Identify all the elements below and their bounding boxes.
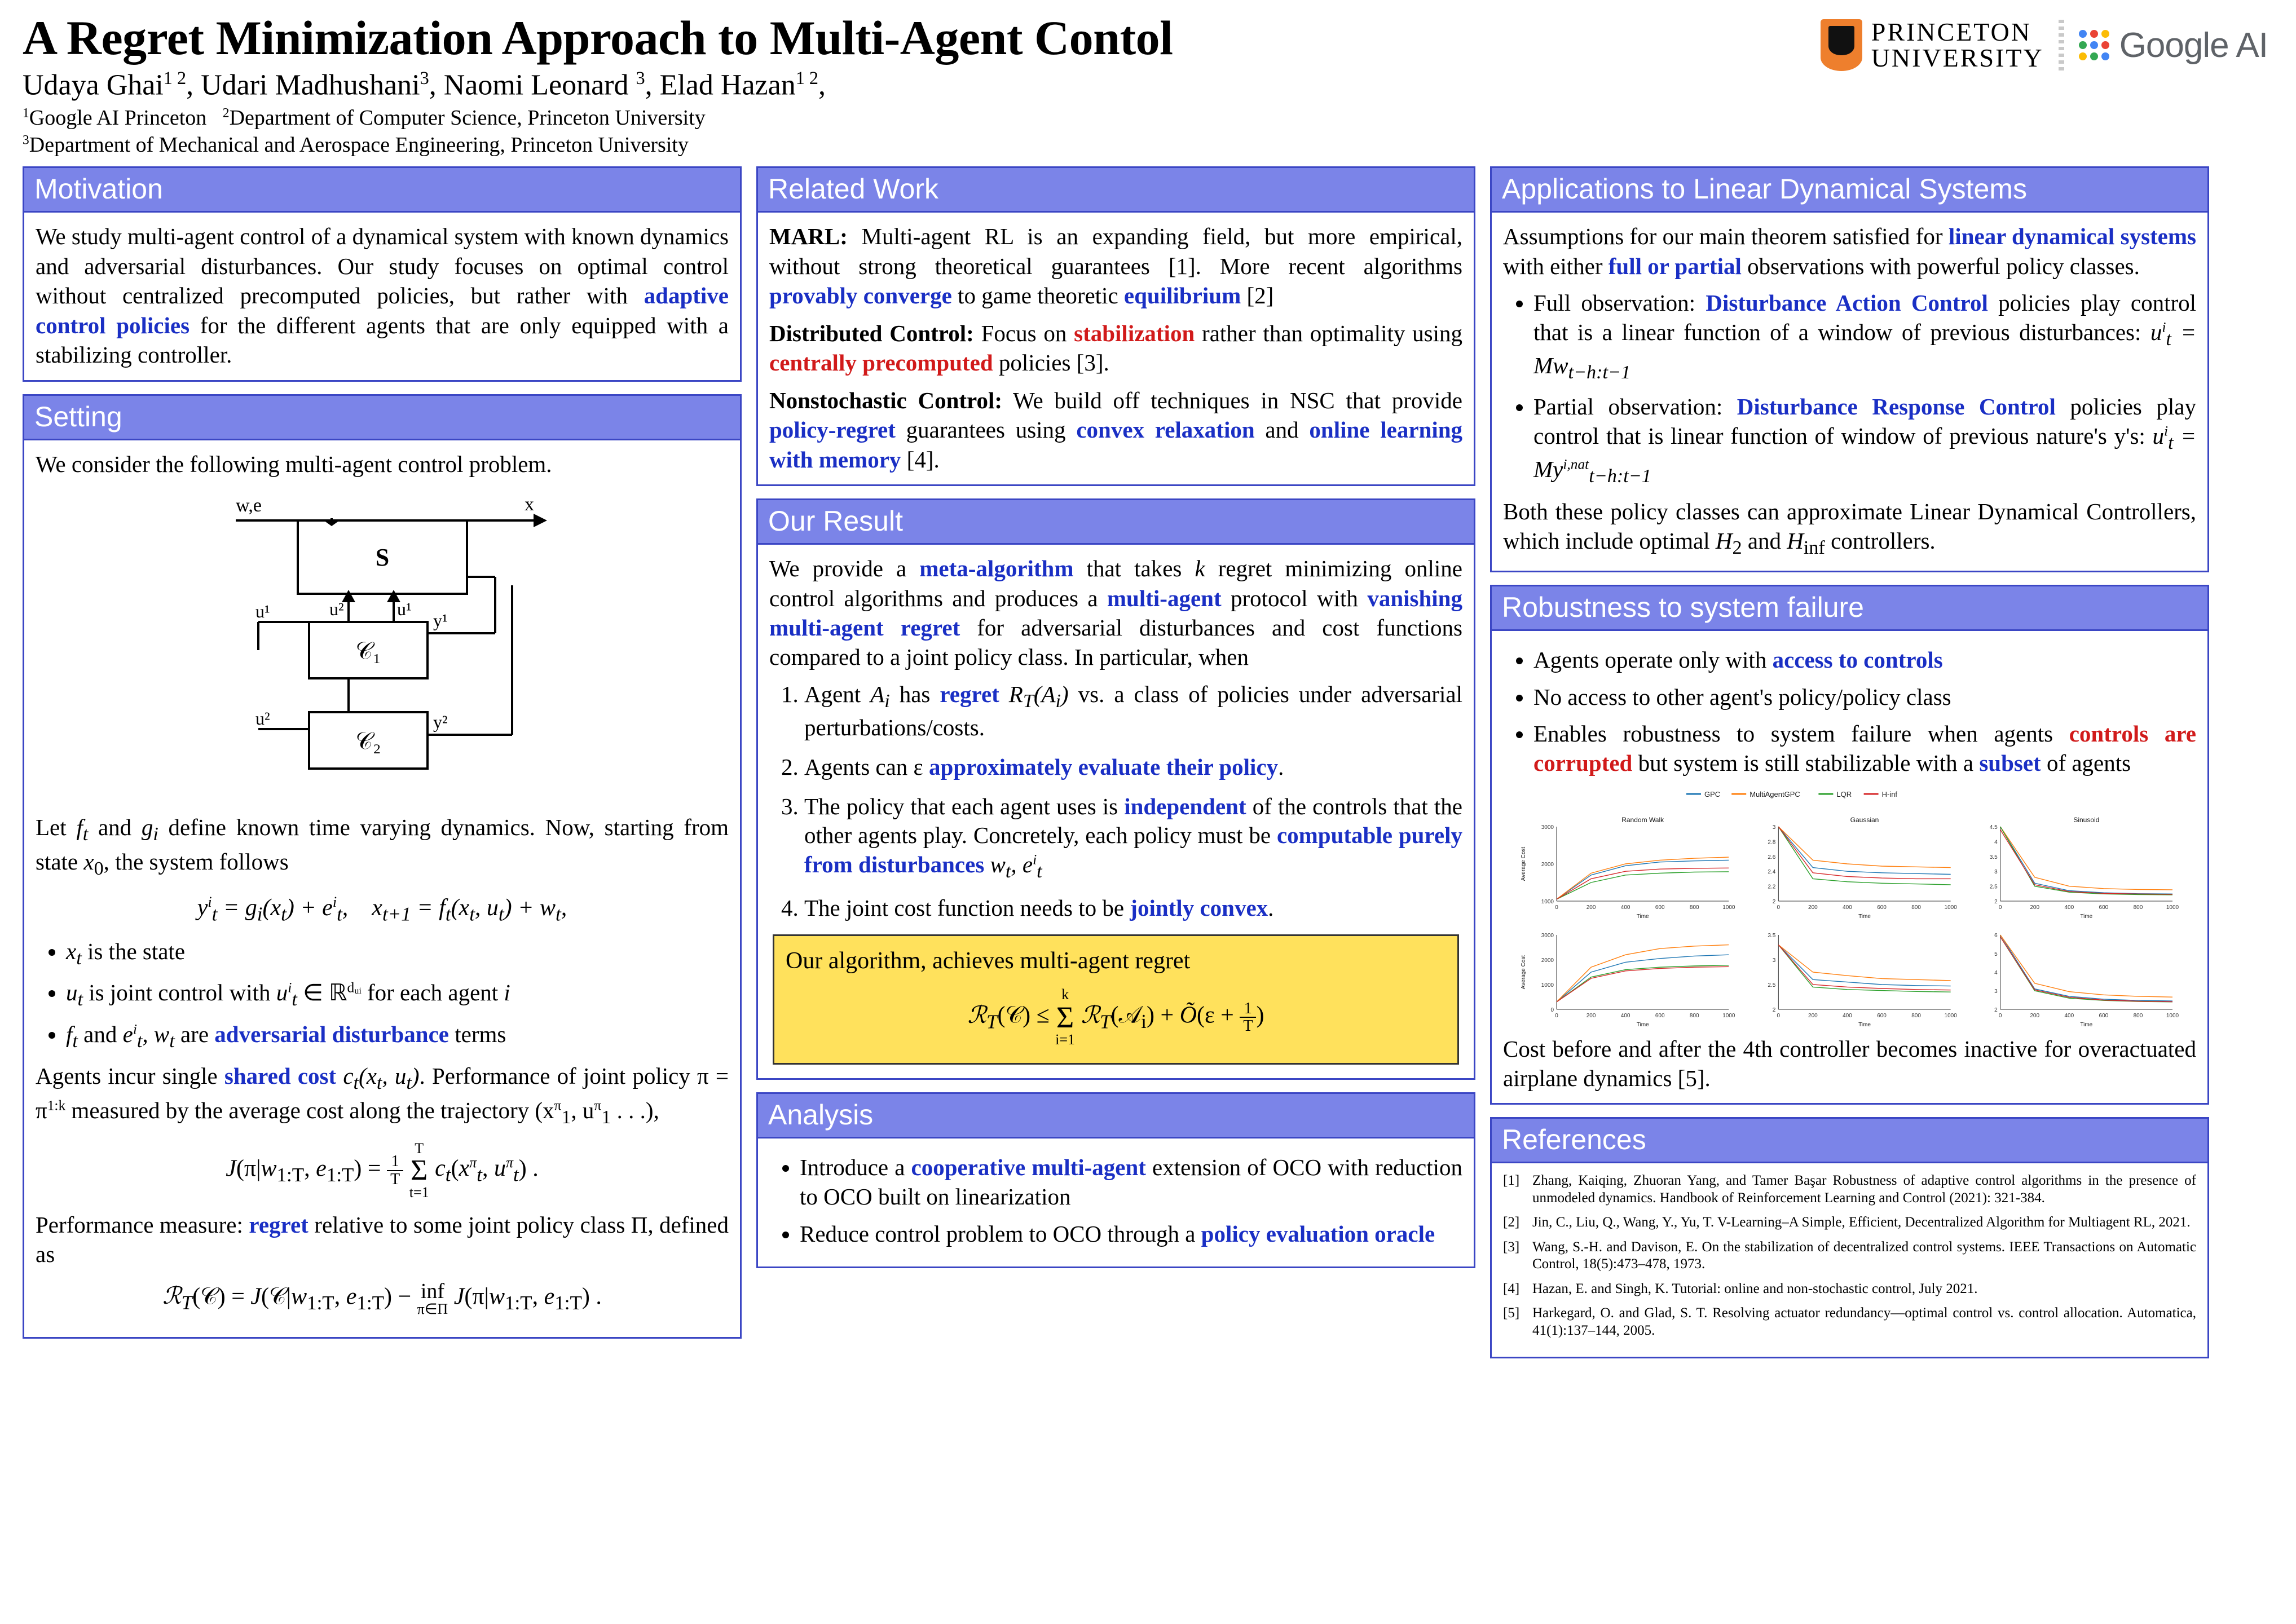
related-work-nonstochastic: Nonstochastic Control: We build off techniques in NSC that provide policy-regret guarantees using convex relaxation and online learning with memory [4]. bbox=[769, 387, 1463, 473]
svg-text:800: 800 bbox=[1911, 1012, 1921, 1019]
list-item bbox=[1503, 1214, 2196, 1232]
svg-text:Time: Time bbox=[2079, 1021, 2092, 1028]
svg-text:0: 0 bbox=[1777, 904, 1780, 911]
svg-text:2.2: 2.2 bbox=[1767, 884, 1775, 890]
svg-text:2000: 2000 bbox=[1541, 957, 1554, 964]
callout-algorithm-regret bbox=[773, 934, 1459, 1065]
column-left bbox=[23, 166, 742, 1338]
section-setting bbox=[23, 394, 742, 1339]
list-item: 2. Agents can ε approximately evaluate their policy. bbox=[804, 753, 1462, 782]
column-right bbox=[1490, 166, 2209, 1358]
svg-text:y¹: y¹ bbox=[433, 610, 448, 631]
list-item: • No access to other agent's policy/policy class bbox=[1533, 683, 2196, 712]
robustness-bullets bbox=[1503, 646, 2196, 778]
applications-bullets bbox=[1503, 289, 2196, 488]
svg-text:3.5: 3.5 bbox=[1989, 854, 1998, 860]
section-title-setting: Setting bbox=[24, 396, 740, 440]
experiment-charts bbox=[1503, 786, 2196, 1029]
related-work-body bbox=[758, 213, 1474, 484]
section-title-references: References bbox=[1492, 1119, 2207, 1163]
list-item bbox=[1503, 1281, 2196, 1298]
svg-text:1000: 1000 bbox=[1541, 898, 1554, 905]
our-result-intro: We provide a meta-algorithm that takes k regret minimizing online control algorithms and produces a multi-agent protocol with vanishing multi-agent regret for adversarial disturbances and cost functions compared to a joint policy class. In particular, when bbox=[769, 555, 1462, 670]
analysis-bullets bbox=[769, 1153, 1462, 1248]
svg-text:800: 800 bbox=[1911, 904, 1921, 911]
logo-divider bbox=[2059, 20, 2064, 70]
reference-number: [2] bbox=[1503, 1215, 1520, 1230]
svg-text:0: 0 bbox=[1550, 1007, 1554, 1013]
svg-text:600: 600 bbox=[1655, 904, 1665, 911]
setting-intro: We consider the following multi-agent control problem. bbox=[36, 451, 552, 477]
reference-text: Wang, S.-H. and Davison, E. On the stabilization of decentralized control systems. IEEE Transactions on Automatic Control, 18(5):473–478, 1973. bbox=[1532, 1239, 2196, 1272]
svg-text:𝒞₁: 𝒞₁ bbox=[355, 638, 381, 665]
svg-text:S: S bbox=[375, 544, 389, 572]
poster-columns bbox=[23, 166, 2273, 1358]
svg-text:w,e: w,e bbox=[235, 495, 262, 517]
svg-text:0: 0 bbox=[1777, 1012, 1780, 1019]
svg-text:1000: 1000 bbox=[2166, 1012, 2179, 1019]
svg-text:LQR: LQR bbox=[1836, 789, 1852, 798]
list-item: • $u_t$ is joint control with $u^i_t$ ∈ ℝ$^{dᵤᵢ}$ for each agent i bbox=[66, 978, 729, 1012]
section-robustness bbox=[1490, 585, 2209, 1105]
reference-number: [4] bbox=[1503, 1281, 1520, 1296]
svg-text:4.5: 4.5 bbox=[1989, 824, 1998, 831]
svg-text:5: 5 bbox=[1994, 951, 1998, 957]
setting-bullets bbox=[36, 937, 729, 1053]
svg-text:400: 400 bbox=[1842, 1012, 1852, 1019]
list-item: • Reduce control problem to OCO through a policy evaluation oracle bbox=[800, 1220, 1462, 1249]
list-item: • Full observation: Disturbance Action Control policies play control that is a linear function of a window of previous disturbances: $u^i_t = Mw_{t-h:t-1}$ bbox=[1533, 289, 2196, 385]
list-item bbox=[1503, 1239, 2196, 1273]
page-title: A Regret Minimization Approach to Multi-Agent Contol bbox=[23, 11, 1173, 65]
svg-text:3000: 3000 bbox=[1541, 824, 1554, 831]
svg-text:𝒞₂: 𝒞₂ bbox=[355, 729, 381, 755]
affiliation-line-2: $^3$Department of Mechanical and Aerospace Engineering, Princeton University bbox=[23, 133, 689, 157]
svg-text:Random Walk: Random Walk bbox=[1621, 815, 1664, 824]
list-item: • Introduce a cooperative multi-agent extension of OCO with reduction to OCO built on linearization bbox=[800, 1153, 1462, 1211]
setting-dynamics-text: Let $f_t$ and $g_i$ define known time varying dynamics. Now, starting from state $x_0$, the system follows bbox=[36, 814, 729, 880]
callout-equation: ℛ$_T$(𝒞) ≤ k Σ i=1 ℛ$_T$(𝒜$_i$) + Õ(ε + $\frac{1}{T}$ ) bbox=[967, 986, 1264, 1048]
svg-text:600: 600 bbox=[1876, 904, 1887, 911]
svg-text:Average Cost: Average Cost bbox=[1520, 846, 1527, 881]
svg-text:400: 400 bbox=[2064, 1012, 2074, 1019]
svg-text:1000: 1000 bbox=[1722, 904, 1735, 911]
svg-text:GPC: GPC bbox=[1704, 789, 1720, 798]
section-title-motivation: Motivation bbox=[24, 168, 740, 213]
svg-text:u¹: u¹ bbox=[255, 601, 270, 622]
svg-text:Time: Time bbox=[1858, 1021, 1871, 1028]
logo-group bbox=[1821, 19, 2268, 71]
svg-text:2.6: 2.6 bbox=[1767, 854, 1775, 860]
svg-text:2: 2 bbox=[1772, 898, 1775, 905]
svg-text:800: 800 bbox=[1689, 1012, 1699, 1019]
list-item bbox=[1503, 1172, 2196, 1207]
related-work-marl: MARL: Multi-agent RL is an expanding field, but more empirical, without strong theoretical guarantees [1]. More recent algorithms provably converge to game theoretic equilibrium [2] bbox=[769, 223, 1462, 309]
svg-text:2.8: 2.8 bbox=[1767, 839, 1775, 845]
svg-text:Time: Time bbox=[1858, 913, 1871, 920]
svg-text:200: 200 bbox=[2029, 1012, 2039, 1019]
svg-text:600: 600 bbox=[2099, 904, 2108, 911]
system-block-diagram bbox=[36, 487, 729, 802]
our-result-conditions bbox=[769, 680, 1462, 923]
section-related-work bbox=[756, 166, 1475, 486]
svg-text:3: 3 bbox=[1994, 868, 1998, 875]
related-work-distributed: Distributed Control: Focus on stabilization rather than optimality using centrally precomputed policies [3]. bbox=[769, 320, 1462, 376]
svg-text:1000: 1000 bbox=[1541, 982, 1554, 988]
svg-text:2: 2 bbox=[1994, 898, 1998, 905]
section-title-robustness: Robustness to system failure bbox=[1492, 586, 2207, 631]
list-item: • $x_t$ is the state bbox=[66, 937, 729, 970]
svg-text:2.5: 2.5 bbox=[1989, 884, 1998, 890]
svg-text:200: 200 bbox=[1586, 904, 1596, 911]
robustness-body bbox=[1492, 631, 2207, 1104]
column-middle bbox=[756, 166, 1475, 1268]
section-our-result bbox=[756, 498, 1475, 1080]
list-item: • Agents operate only with access to controls bbox=[1533, 646, 2196, 675]
svg-text:2: 2 bbox=[1772, 1007, 1775, 1013]
svg-text:4: 4 bbox=[1994, 839, 1998, 845]
list-item: • $f_t$ and $e^i_t$, $w_t$ are adversarial disturbance terms bbox=[66, 1020, 729, 1053]
svg-text:0: 0 bbox=[1554, 904, 1558, 911]
section-analysis bbox=[756, 1092, 1475, 1268]
svg-text:Time: Time bbox=[1636, 913, 1649, 920]
princeton-shield-icon bbox=[1821, 19, 1862, 71]
section-motivation bbox=[23, 166, 742, 381]
svg-text:200: 200 bbox=[1808, 1012, 1818, 1019]
google-ai-logo bbox=[2079, 25, 2268, 65]
list-item bbox=[1503, 1305, 2196, 1339]
equation-regret: ℛ$_T$(𝒞) = $J(𝒞|w_{1:T}$, $e_{1:T}$) − inf π∈Π $J(\pi|w_{1:T}$, $e_{1:T}$) . bbox=[162, 1279, 602, 1317]
reference-number: [5] bbox=[1503, 1305, 1520, 1321]
equation-average-cost: $J(\pi|w_{1:T}$, $e_{1:T}$) = $\frac{1}{T}$ T Σ t=1 $c_t(x^\pi_t$, $u^\pi_t$) . bbox=[226, 1140, 539, 1201]
svg-text:2: 2 bbox=[1994, 1007, 1998, 1013]
svg-text:Sinusoid: Sinusoid bbox=[2073, 815, 2099, 824]
svg-text:Gaussian: Gaussian bbox=[1850, 815, 1879, 824]
svg-text:3: 3 bbox=[1994, 988, 1998, 995]
list-item: 4. The joint cost function needs to be jointly convex. bbox=[804, 894, 1462, 923]
list-item: • Enables robustness to system failure when agents controls are corrupted but system is still stabilizable with a subset of agents bbox=[1533, 720, 2196, 778]
svg-text:x: x bbox=[524, 494, 534, 515]
svg-text:1000: 1000 bbox=[2166, 904, 2179, 911]
svg-text:200: 200 bbox=[1586, 1012, 1596, 1019]
svg-text:u²: u² bbox=[255, 708, 270, 729]
applications-intro: Assumptions for our main theorem satisfied for linear dynamical systems with either full or partial observations with powerful policy classes. bbox=[1503, 223, 2196, 279]
svg-text:0: 0 bbox=[1998, 904, 2002, 911]
reference-text: Jin, C., Liu, Q., Wang, Y., Yu, T. V-Learning–A Simple, Efficient, Decentralized Algorithm for Multiagent RL, 2021. bbox=[1532, 1215, 2191, 1230]
svg-text:H-inf: H-inf bbox=[1881, 789, 1897, 798]
svg-text:u²: u² bbox=[329, 599, 344, 620]
svg-text:1000: 1000 bbox=[1944, 1012, 1957, 1019]
equation-dynamics: $y^i_t = g_i(x_t) + e^i_t$, $x_{t+1} = f_t(x_t$, $u_t) + w_t$, bbox=[197, 893, 567, 925]
motivation-body bbox=[24, 213, 740, 379]
svg-text:0: 0 bbox=[1998, 1012, 2002, 1019]
svg-text:400: 400 bbox=[1842, 904, 1852, 911]
svg-text:3.5: 3.5 bbox=[1767, 932, 1775, 939]
google-ai-wordmark: Google AI bbox=[2119, 25, 2268, 65]
reference-number: [3] bbox=[1503, 1239, 1520, 1255]
svg-text:3: 3 bbox=[1772, 957, 1775, 964]
svg-text:2.4: 2.4 bbox=[1767, 868, 1775, 875]
svg-text:2000: 2000 bbox=[1541, 861, 1554, 868]
section-references bbox=[1490, 1117, 2209, 1358]
svg-text:MultiAgentGPC: MultiAgentGPC bbox=[1749, 789, 1800, 798]
svg-text:y²: y² bbox=[433, 712, 448, 732]
setting-body bbox=[24, 440, 740, 1337]
section-applications bbox=[1490, 166, 2209, 572]
setting-perf-text: Performance measure: regret relative to some joint policy class Π, defined as bbox=[36, 1211, 729, 1268]
motivation-text: We study multi-agent control of a dynamical system with known dynamics and adversarial disturbances. Our study focuses on optimal control without centralized precomputed policies, but rather with adaptive control policies for the different agents that are only equipped with a stabilizing controller. bbox=[36, 223, 729, 368]
princeton-wordmark-line2: UNIVERSITY bbox=[1871, 43, 2044, 72]
references-body bbox=[1492, 1163, 2207, 1357]
reference-text: Hazan, E. and Singh, K. Tutorial: online and non-stochastic control, July 2021. bbox=[1532, 1281, 1978, 1296]
svg-text:600: 600 bbox=[1655, 1012, 1665, 1019]
svg-text:2.5: 2.5 bbox=[1767, 982, 1775, 988]
svg-text:3: 3 bbox=[1772, 824, 1775, 831]
reference-text: Zhang, Kaiqing, Zhuoran Yang, and Tamer Başar Robustness of adaptive control algorithms in the presence of unmodeled dynamics. Handbook of Reinforcement Learning and Control (2021): 321-384. bbox=[1532, 1173, 2196, 1206]
svg-text:0: 0 bbox=[1554, 1012, 1558, 1019]
our-result-body bbox=[758, 545, 1474, 1078]
svg-text:1000: 1000 bbox=[1944, 904, 1957, 911]
svg-text:600: 600 bbox=[2099, 1012, 2108, 1019]
svg-text:Average Cost: Average Cost bbox=[1520, 955, 1527, 989]
svg-text:3000: 3000 bbox=[1541, 932, 1554, 939]
list-item: 1. Agent $A_i$ has regret $R_T(A_i)$ vs. a class of policies under adversarial perturbations/costs. bbox=[804, 680, 1462, 743]
svg-text:200: 200 bbox=[2029, 904, 2039, 911]
section-title-applications: Applications to Linear Dynamical Systems bbox=[1492, 168, 2207, 213]
svg-text:800: 800 bbox=[2133, 1012, 2143, 1019]
svg-text:Time: Time bbox=[1636, 1021, 1649, 1028]
princeton-logo bbox=[1821, 19, 2044, 71]
google-dots-icon bbox=[2079, 30, 2109, 60]
robustness-caption: Cost before and after the 4th controller becomes inactive for overactuated airplane dynamics [5]. bbox=[1503, 1035, 2196, 1091]
setting-cost-text: Agents incur single shared cost $c_t(x_t$, $u_t$). Performance of joint policy $\pi = \pi^{1:k}$ measured by the average cost along the trajectory ($x^\pi_1$, $u^\pi_1$ . . .), bbox=[36, 1062, 729, 1128]
svg-text:800: 800 bbox=[1689, 904, 1699, 911]
reference-number: [1] bbox=[1503, 1173, 1520, 1189]
svg-text:Time: Time bbox=[2079, 913, 2092, 920]
svg-text:400: 400 bbox=[2064, 904, 2074, 911]
svg-text:400: 400 bbox=[1620, 904, 1630, 911]
svg-text:800: 800 bbox=[2133, 904, 2143, 911]
section-title-analysis: Analysis bbox=[758, 1094, 1474, 1138]
svg-text:600: 600 bbox=[1876, 1012, 1887, 1019]
section-title-related-work: Related Work bbox=[758, 168, 1474, 213]
svg-text:200: 200 bbox=[1808, 904, 1818, 911]
applications-body bbox=[1492, 213, 2207, 571]
author-list: Udaya Ghai$^{1 2}$, Udari Madhushani$^3$, Naomi Leonard $^3$, Elad Hazan$^{1 2}$, bbox=[23, 68, 826, 102]
list-item: • Partial observation: Disturbance Response Control policies play control that is linear function of window of previous nature's y's: $u^i_t = My^{i,nat}_{t-h:t-1}$ bbox=[1533, 392, 2196, 488]
svg-text:6: 6 bbox=[1994, 932, 1998, 939]
applications-closing: Both these policy classes can approximate Linear Dynamical Controllers, which include optimal $H_2$ and $H_{inf}$ controllers. bbox=[1503, 498, 2196, 559]
affiliation-line-1: $^1$Google AI Princeton $^2$Department of Computer Science, Princeton University bbox=[23, 105, 706, 130]
section-title-our-result: Our Result bbox=[758, 500, 1474, 545]
list-item: 3. The policy that each agent uses is independent of the controls that the other agents play. Concretely, each policy must be computable purely from disturbances $w_t$, $e^i_t$ bbox=[804, 792, 1462, 884]
poster-header bbox=[23, 11, 2273, 158]
svg-text:400: 400 bbox=[1620, 1012, 1630, 1019]
callout-text: Our algorithm, achieves multi-agent regret bbox=[786, 947, 1191, 974]
reference-text: Harkegard, O. and Glad, S. T. Resolving actuator redundancy—optimal control vs. control allocation. Automatica, 41(1):137–144, 2005. bbox=[1532, 1305, 2196, 1338]
svg-text:4: 4 bbox=[1994, 969, 1998, 976]
analysis-body bbox=[758, 1138, 1474, 1266]
svg-text:1000: 1000 bbox=[1722, 1012, 1735, 1019]
princeton-wordmark-line1: PRINCETON bbox=[1871, 17, 2031, 46]
svg-text:u¹: u¹ bbox=[396, 599, 412, 620]
